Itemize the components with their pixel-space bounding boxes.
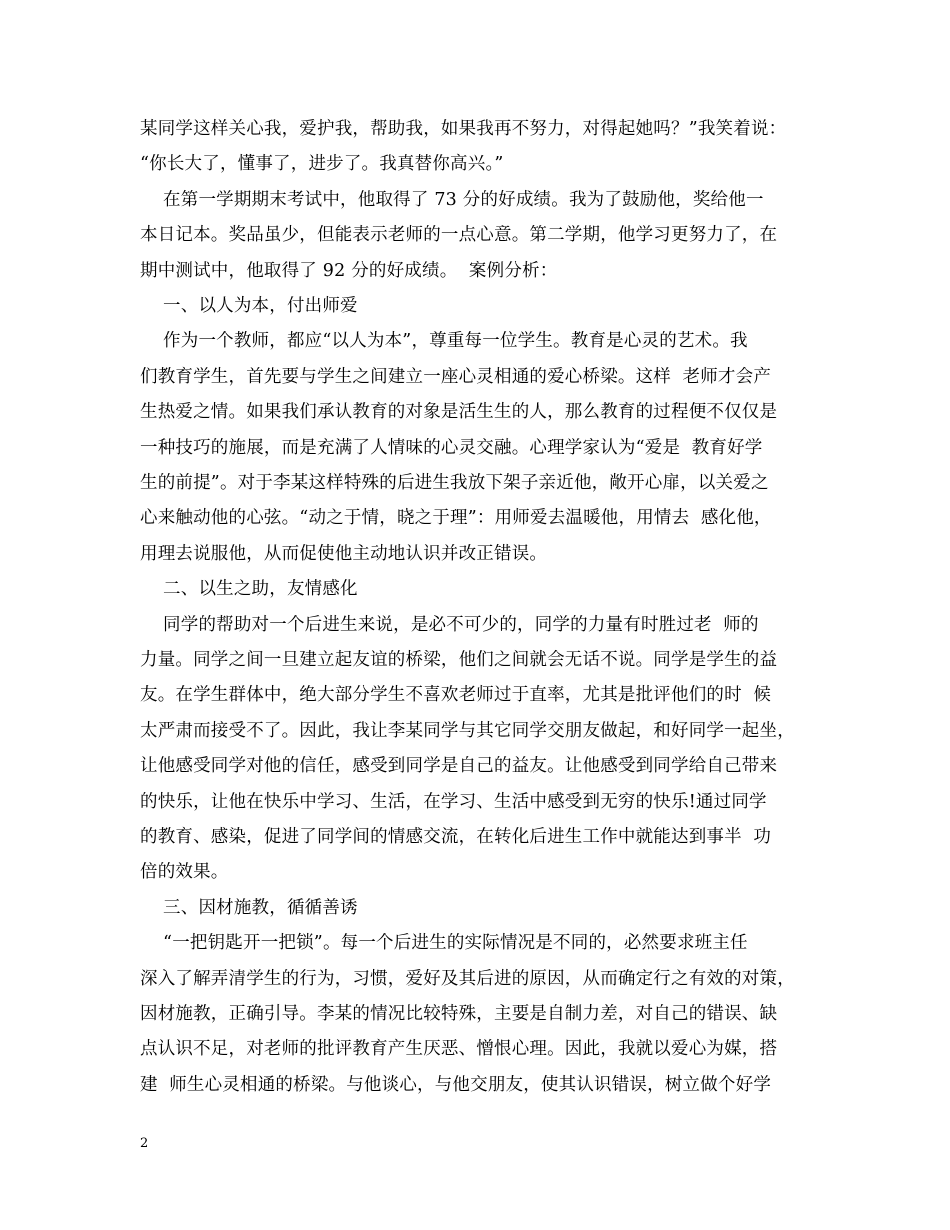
text-line: 在第一学期期末考试中，他取得了 73 分的好成绩。我为了鼓励他，奖给他一 bbox=[140, 189, 764, 210]
text-line: 们教育学生，首先要与学生之间建立一座心灵相通的爱心桥梁。这样 老师才会产 bbox=[140, 366, 772, 387]
text-line: 某同学这样关心我，爱护我，帮助我，如果我再不努力，对得起她吗？”我笑着说： bbox=[140, 119, 787, 139]
text-line: 太严肃而接受不了。因此，我让李某同学与其它同学交朋友做起，和好同学一起坐， bbox=[140, 720, 795, 741]
text-line: 建 师生心灵相通的桥梁。与他谈心，与他交朋友，使其认识错误，树立做个好学 bbox=[140, 1074, 772, 1095]
text-line: 二、以生之助，友情感化 bbox=[140, 579, 358, 600]
text-line: 一种技巧的施展，而是充满了人情味的心灵交融。心理学家认为“爱是 教育好学 bbox=[140, 437, 763, 458]
text-line: 心来触动他的心弦。“动之于情，晓之于理”：用师爱去温暖他，用情去 感化他， bbox=[140, 508, 772, 529]
text-line: 本日记本。奖品虽少，但能表示老师的一点心意。第二学期，他学习更努力了，在 bbox=[140, 225, 778, 246]
text-line: 让他感受同学对他的信任，感受到同学是自己的益友。让他感受到同学给自己带来 bbox=[140, 756, 778, 777]
text-line: 的教育、感染，促进了同学间的情感交流，在转化后进生工作中就能达到事半 功 bbox=[140, 827, 772, 847]
text-line: 生的前提”。对于李某这样特殊的后进生我放下架子亲近他，敞开心扉，以关爱之 bbox=[140, 473, 769, 493]
text-line: 一、以人为本，付出师爱 bbox=[140, 296, 358, 316]
text-line: 因材施教，正确引导。李某的情况比较特殊，主要是自制力差，对自己的错误、缺 bbox=[140, 1004, 778, 1024]
page-number: 2 bbox=[140, 1136, 149, 1151]
text-line: 深入了解弄清学生的行为，习惯，爱好及其后进的原因，从而确定行之有效的对策， bbox=[140, 968, 795, 989]
text-line: 倍的效果。 bbox=[140, 862, 229, 883]
text-line: “一把钥匙开一把锁”。每一个后进生的实际情况是不同的，必然要求班主任 bbox=[140, 933, 748, 954]
text-line: 点认识不足，对老师的批评教育产生厌恶、憎恨心理。因此，我就以爱心为媒，搭 bbox=[140, 1039, 778, 1060]
text-line: 友。在学生群体中，绝大部分学生不喜欢老师过于直率，尤其是批评他们的时 候 bbox=[140, 685, 772, 706]
text-line: 力量。同学之间一旦建立起友谊的桥梁，他们之间就会无话不说。同学是学生的益 bbox=[140, 650, 778, 670]
text-line: 作为一个教师，都应“以人为本”，尊重每一位学生。教育是心灵的艺术。我 bbox=[140, 331, 748, 352]
text-line: “你长大了，懂事了，进步了。我真替你高兴。” bbox=[140, 154, 504, 175]
text-line: 三、因材施教，循循善诱 bbox=[140, 897, 358, 918]
text-line: 的快乐，让他在快乐中学习、生活，在学习、生活中感受到无穷的快乐!通过同学 bbox=[140, 791, 767, 812]
text-line: 期中测试中，他取得了 92 分的好成绩。 案例分析： bbox=[140, 260, 558, 281]
text-line: 用理去说服他，从而促使他主动地认识并改正错误。 bbox=[140, 543, 548, 564]
text-line: 同学的帮助对一个后进生来说，是必不可少的，同学的力量有时胜过老 师的 bbox=[140, 614, 759, 635]
text-line: 生热爱之情。如果我们承认教育的对象是活生生的人，那么教育的过程便不仅仅是 bbox=[140, 402, 778, 423]
